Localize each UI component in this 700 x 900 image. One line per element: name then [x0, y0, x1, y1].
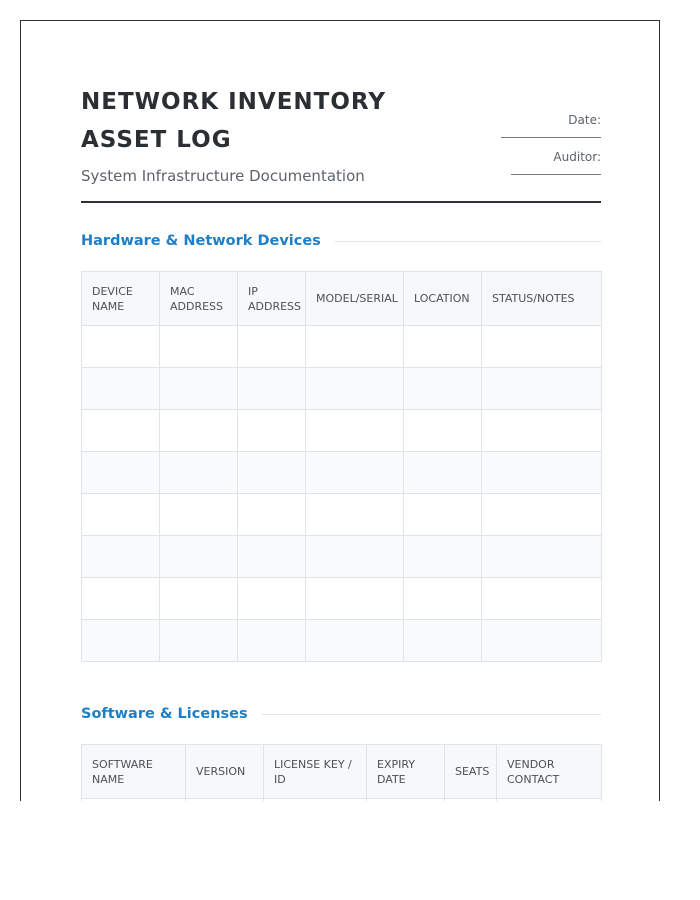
table-cell[interactable]	[497, 799, 602, 802]
column-header: LICENSE KEY / ID	[264, 745, 367, 799]
document-header	[81, 83, 601, 203]
table-cell[interactable]	[186, 799, 264, 802]
table-cell[interactable]	[82, 536, 160, 578]
column-header: STATUS/NOTES	[482, 272, 602, 326]
table-cell[interactable]	[160, 494, 238, 536]
table-cell[interactable]	[238, 326, 306, 368]
table-cell[interactable]	[82, 494, 160, 536]
table-cell[interactable]	[306, 452, 404, 494]
table-cell[interactable]	[160, 536, 238, 578]
table-cell[interactable]	[160, 620, 238, 662]
table-cell[interactable]	[306, 368, 404, 410]
table-cell[interactable]	[482, 368, 602, 410]
table-row	[82, 494, 602, 536]
table-cell[interactable]	[160, 578, 238, 620]
column-header: DEVICE NAME	[82, 272, 160, 326]
hardware-header-row	[82, 272, 602, 326]
table-cell[interactable]	[160, 452, 238, 494]
table-cell[interactable]	[238, 620, 306, 662]
table-cell[interactable]	[238, 410, 306, 452]
table-cell[interactable]	[482, 536, 602, 578]
table-row	[82, 326, 602, 368]
table-cell[interactable]	[404, 326, 482, 368]
table-cell[interactable]	[306, 578, 404, 620]
table-row	[82, 799, 602, 802]
table-row	[82, 620, 602, 662]
table-cell[interactable]	[82, 326, 160, 368]
table-cell[interactable]	[404, 410, 482, 452]
table-row	[82, 578, 602, 620]
section-divider	[262, 714, 601, 715]
table-cell[interactable]	[238, 368, 306, 410]
table-cell[interactable]	[306, 326, 404, 368]
software-table	[81, 744, 602, 801]
table-cell[interactable]	[404, 578, 482, 620]
table-cell[interactable]	[160, 368, 238, 410]
date-label: Date:	[568, 113, 601, 127]
software-section-label: Software & Licenses	[81, 706, 248, 722]
table-cell[interactable]	[82, 410, 160, 452]
section-divider	[335, 241, 601, 242]
table-row	[82, 452, 602, 494]
document-title: NETWORK INVENTORY ASSET LOG	[81, 89, 387, 153]
column-header: SOFTWARE NAME	[82, 745, 186, 799]
table-cell[interactable]	[82, 452, 160, 494]
table-cell[interactable]	[482, 410, 602, 452]
hardware-section-title	[81, 233, 601, 249]
column-header: LOCATION	[404, 272, 482, 326]
table-cell[interactable]	[264, 799, 367, 802]
table-cell[interactable]	[404, 368, 482, 410]
table-row	[82, 410, 602, 452]
table-cell[interactable]	[404, 536, 482, 578]
software-header-row	[82, 745, 602, 799]
table-cell[interactable]	[404, 620, 482, 662]
table-cell[interactable]	[482, 326, 602, 368]
table-cell[interactable]	[306, 494, 404, 536]
table-cell[interactable]	[82, 799, 186, 802]
table-cell[interactable]	[238, 578, 306, 620]
header-meta	[481, 113, 601, 187]
table-cell[interactable]	[445, 799, 497, 802]
column-header: SEATS	[445, 745, 497, 799]
table-cell[interactable]	[482, 578, 602, 620]
table-cell[interactable]	[238, 536, 306, 578]
column-header: EXPIRY DATE	[367, 745, 445, 799]
table-cell[interactable]	[238, 494, 306, 536]
column-header: MAC ADDRESS	[160, 272, 238, 326]
document-subtitle: System Infrastructure Documentation	[81, 167, 365, 185]
table-cell[interactable]	[306, 620, 404, 662]
table-row	[82, 536, 602, 578]
hardware-section-label: Hardware & Network Devices	[81, 233, 321, 249]
column-header: MODEL/SERIAL	[306, 272, 404, 326]
auditor-field-line[interactable]	[511, 174, 601, 175]
table-cell[interactable]	[82, 578, 160, 620]
date-field-line[interactable]	[501, 137, 601, 138]
table-cell[interactable]	[306, 536, 404, 578]
table-cell[interactable]	[82, 620, 160, 662]
table-cell[interactable]	[160, 410, 238, 452]
table-cell[interactable]	[160, 326, 238, 368]
table-cell[interactable]	[404, 494, 482, 536]
software-section-title	[81, 706, 601, 722]
table-cell[interactable]	[306, 410, 404, 452]
document-page	[20, 20, 660, 801]
table-cell[interactable]	[404, 452, 482, 494]
column-header: IP ADDRESS	[238, 272, 306, 326]
table-cell[interactable]	[238, 452, 306, 494]
auditor-label: Auditor:	[553, 150, 601, 164]
hardware-table	[81, 271, 602, 662]
column-header: VENDOR CONTACT	[497, 745, 602, 799]
table-cell[interactable]	[482, 620, 602, 662]
table-row	[82, 368, 602, 410]
table-cell[interactable]	[367, 799, 445, 802]
table-cell[interactable]	[482, 452, 602, 494]
column-header: VERSION	[186, 745, 264, 799]
table-cell[interactable]	[482, 494, 602, 536]
table-cell[interactable]	[82, 368, 160, 410]
